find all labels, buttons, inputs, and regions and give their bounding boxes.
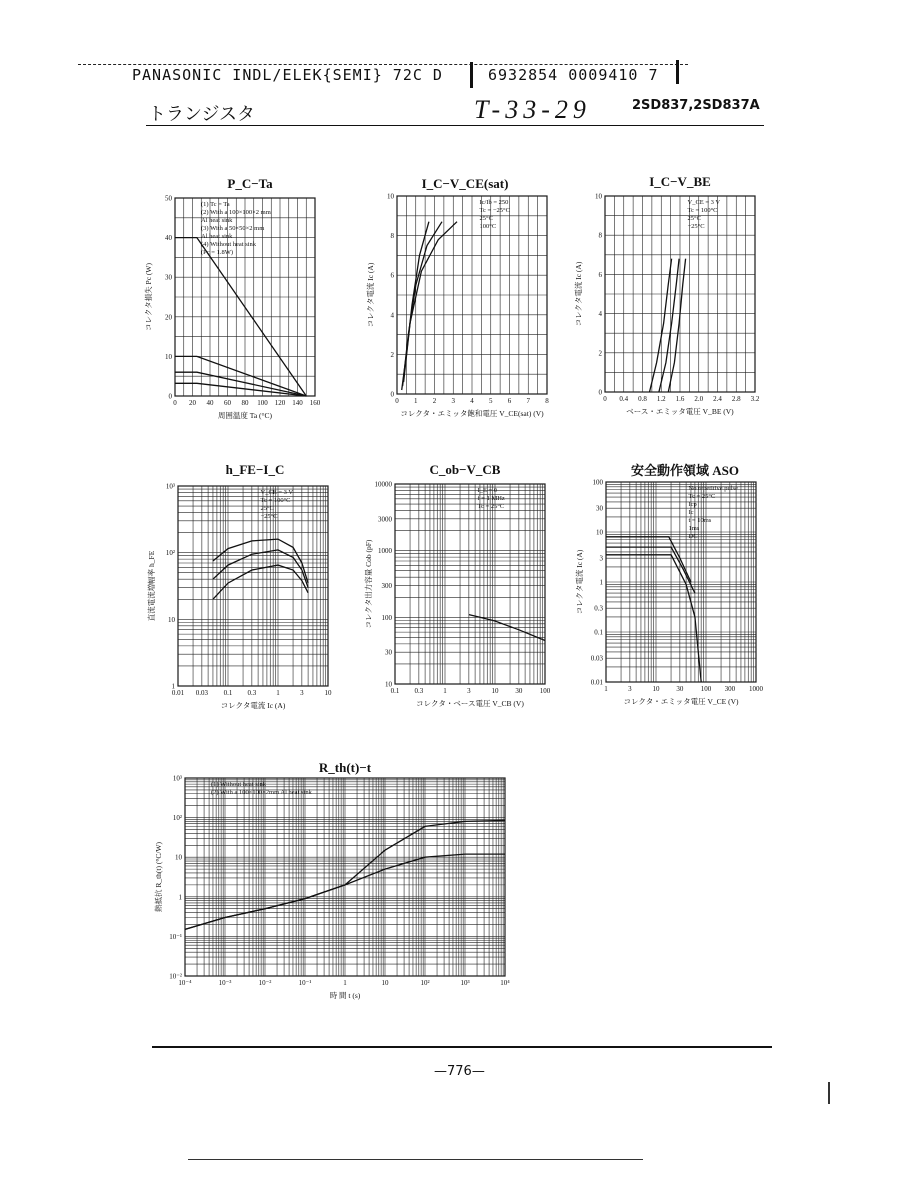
y-tick-label: 300 [381, 582, 392, 591]
annotation: Tc = 25°C [477, 503, 505, 510]
footer-rule [152, 1046, 772, 1048]
chart-hfe-ic [140, 478, 345, 718]
x-tick-label: 100 [539, 687, 551, 695]
legend-entry: (1) Without heat sink [211, 781, 267, 788]
x-tick-label: 4 [470, 397, 474, 405]
annotation: 100°C [479, 223, 497, 230]
y-tick-label: 4 [598, 310, 602, 319]
y-axis-label: 直流電流増幅率 h_FE [147, 550, 156, 622]
x-tick-label: 60 [224, 399, 231, 407]
page-bottom-rule [188, 1159, 643, 1160]
scan-frame-line [78, 64, 688, 65]
x-tick-label: 1.2 [656, 395, 666, 403]
x-tick-label: 140 [292, 399, 303, 407]
x-tick-label: 0.4 [619, 395, 629, 403]
y-tick-label: 10 [165, 352, 172, 361]
plot-frame [395, 484, 545, 684]
y-tick-label: 10000 [374, 480, 392, 489]
y-tick-label: 1 [599, 578, 603, 587]
y-tick-label: 6 [598, 270, 602, 279]
annotation: 25°C [479, 215, 493, 222]
annotation: Ic [688, 509, 694, 516]
y-axis-label: コレクタ電流 Ic (A) [366, 262, 375, 328]
legend-entry: (1) Tc = Ta [201, 201, 230, 208]
scan-edge-mark [828, 1082, 830, 1104]
x-tick-label: 1 [343, 979, 347, 987]
y-tick-label: 0 [390, 390, 394, 399]
x-tick-label: 10⁻¹ [298, 979, 312, 987]
legend-entry: (2) With a 100×100×2 mm [201, 209, 271, 216]
y-tick-label: 10⁻¹ [169, 932, 182, 941]
x-tick-label: 10⁻³ [218, 979, 232, 987]
x-tick-label: 1 [414, 397, 418, 405]
chart-cob-vcb [338, 476, 558, 718]
x-tick-label: 1.6 [675, 395, 685, 403]
x-tick-label: 20 [189, 399, 196, 407]
y-tick-label: 10⁻² [169, 972, 182, 981]
y-tick-label: 0 [598, 388, 602, 397]
x-tick-label: 6 [507, 397, 512, 405]
annotation: 25°C [260, 505, 274, 512]
y-tick-label: 30 [385, 648, 392, 657]
x-tick-label: 0.03 [195, 689, 208, 697]
x-tick-label: 3.2 [750, 395, 760, 403]
x-axis-label: 時 間 t (s) [329, 991, 361, 1000]
annotation: DC [688, 533, 698, 540]
x-tick-label: 1 [443, 687, 447, 695]
x-tick-label: 1 [604, 685, 608, 693]
x-tick-label: 5 [489, 397, 493, 405]
chart-pc-ta [130, 190, 350, 435]
y-tick-label: 10 [596, 528, 603, 537]
x-tick-label: 1000 [749, 685, 763, 693]
x-tick-label: 120 [274, 399, 286, 407]
y-tick-label: 10² [165, 549, 175, 558]
y-tick-label: 20 [165, 313, 172, 322]
header-divider [470, 62, 473, 88]
y-axis-label: 熱抵抗 R_th(t) (°C/W) [154, 841, 163, 913]
x-tick-label: 10⁻⁴ [178, 979, 192, 987]
x-tick-label: 10 [491, 687, 499, 695]
annotation: 1ms [688, 525, 700, 532]
y-tick-label: 8 [598, 231, 602, 240]
chart-title-rth-t: R_th(t)−t [318, 760, 372, 775]
y-tick-label: 30 [596, 504, 603, 513]
annotation: f = 1 MHz [477, 495, 505, 502]
x-axis-label: 周囲温度 Ta (°C) [217, 411, 273, 420]
x-tick-label: 10 [381, 979, 389, 987]
y-tick-label: 10² [172, 814, 182, 823]
annotation: Icp [688, 501, 697, 508]
y-tick-label: 10 [175, 853, 182, 862]
y-tick-label: 0.3 [594, 604, 603, 613]
x-tick-label: 0.1 [390, 687, 400, 695]
page-number: —776— [434, 1064, 485, 1079]
chart-title-cob-vcb: C_ob−V_CB [429, 462, 501, 477]
x-tick-label: 3 [467, 687, 471, 695]
y-tick-label: 10 [387, 192, 394, 201]
x-tick-label: 8 [545, 397, 549, 405]
y-axis-label: コレクタ電流 Ic (A) [575, 549, 584, 615]
legend-entry: Al heat sink [201, 217, 233, 224]
x-tick-label: 3 [300, 689, 304, 697]
x-tick-label: 10³ [460, 979, 470, 987]
x-tick-label: 100 [700, 685, 712, 693]
y-tick-label: 10 [168, 615, 175, 624]
y-tick-label: 10 [595, 192, 602, 201]
x-tick-label: 30 [515, 687, 523, 695]
x-tick-label: 80 [241, 399, 249, 407]
x-tick-label: 0.3 [247, 689, 257, 697]
x-axis-label: コレクタ・エミッタ飽和電圧 V_CE(sat) (V) [400, 409, 544, 418]
y-axis-label: コレクタ損失 Pc (W) [144, 262, 153, 332]
x-tick-label: 30 [676, 685, 684, 693]
annotation: t = 10ms [688, 517, 712, 524]
x-tick-label: 40 [206, 399, 214, 407]
y-tick-label: 100 [592, 478, 603, 487]
y-tick-label: 40 [165, 234, 172, 243]
x-tick-label: 3 [628, 685, 632, 693]
y-tick-label: 2 [598, 349, 602, 358]
chart-title-ic-vbe: I_C−V_BE [649, 174, 711, 189]
annotation: Ic/Ib = 250 [479, 199, 509, 206]
annotation: Tc = 100°C [260, 497, 291, 504]
y-tick-label: 10³ [165, 482, 175, 491]
scan-code: 6932854 0009410 7 [488, 66, 659, 84]
y-axis-label: コレクタ出力容量 Cob (pF) [364, 539, 373, 629]
legend-entry: (3) With a 50×50×2 mm [201, 225, 265, 232]
x-tick-label: 0 [603, 395, 607, 403]
annotation: I_E = 0 [477, 487, 498, 494]
x-tick-label: 0.1 [223, 689, 233, 697]
x-tick-label: 2.4 [713, 395, 722, 403]
y-axis-label: コレクタ電流 Ic (A) [574, 261, 583, 327]
annotation: V_CE = 3 V [260, 489, 294, 496]
chart-title-hfe-ic: h_FE−I_C [225, 462, 285, 477]
scan-header-line: PANASONIC INDL/ELEK{SEMI} 72C D [132, 66, 443, 84]
x-tick-label: 3 [451, 397, 455, 405]
y-tick-label: 30 [165, 273, 172, 282]
x-tick-label: 160 [309, 399, 321, 407]
annotation: 25°C [687, 215, 701, 222]
x-tick-label: 0.3 [414, 687, 424, 695]
plot-frame [178, 486, 328, 686]
x-tick-label: 0 [173, 399, 177, 407]
x-axis-label: コレクタ電流 Ic (A) [220, 701, 286, 710]
category-underline [146, 125, 764, 126]
x-tick-label: 7 [526, 397, 530, 405]
legend-entry: (4) Without heat sink [201, 241, 257, 248]
x-tick-label: 0.01 [171, 689, 185, 697]
x-tick-label: 10⁴ [500, 979, 510, 987]
y-tick-label: 10 [385, 680, 392, 689]
annotation: Tc = −25°C [479, 207, 510, 214]
x-tick-label: 10 [652, 685, 660, 693]
x-tick-label: 0.8 [638, 395, 647, 403]
x-axis-label: コレクタ・エミッタ電圧 V_CE (V) [623, 697, 739, 706]
y-tick-label: 50 [165, 194, 172, 203]
header-divider-right [676, 60, 679, 84]
y-tick-label: 8 [390, 232, 394, 241]
x-tick-label: 10⁻² [258, 979, 272, 987]
handwritten-code: T-33-29 [474, 95, 591, 124]
y-tick-label: 0.03 [590, 654, 603, 663]
x-axis-label: ベース・エミッタ電圧 V_BE (V) [626, 407, 734, 416]
legend-entry: Al heat sink [201, 233, 233, 240]
x-tick-label: 2.8 [731, 395, 741, 403]
x-tick-label: 100 [257, 399, 268, 407]
annotation: No repetitive pulse [688, 485, 738, 492]
x-tick-label: 300 [724, 685, 736, 693]
legend-entry: (Pc = 1.8W) [201, 249, 234, 256]
chart-title-ic-vcesat: I_C−V_CE(sat) [421, 176, 509, 191]
chart-rth-t [150, 770, 520, 1015]
x-tick-label: 2.0 [694, 395, 704, 403]
x-tick-label: 0 [395, 397, 399, 405]
annotation: −25°C [687, 223, 705, 230]
y-tick-label: 3000 [378, 515, 392, 524]
y-tick-label: 4 [390, 311, 394, 320]
legend-entry: (2) With a 100×100×2mm Al heat sink [211, 789, 312, 796]
category-title: トランジスタ [148, 104, 256, 125]
x-tick-label: 2 [432, 397, 437, 405]
chart-title-aso: 安全動作領域 ASO [631, 463, 739, 478]
y-tick-label: 1000 [378, 547, 392, 556]
y-tick-label: 100 [381, 613, 392, 622]
chart-ic-vbe [575, 188, 780, 433]
x-tick-label: 1 [276, 689, 280, 697]
y-tick-label: 1 [178, 893, 182, 902]
y-tick-label: 2 [390, 350, 394, 359]
y-tick-label: 6 [390, 271, 394, 280]
y-tick-label: 3 [599, 554, 603, 563]
annotation: Tc = 100°C [687, 207, 718, 214]
x-tick-label: 10² [420, 979, 430, 987]
y-tick-label: 1 [171, 682, 175, 691]
y-tick-label: 0.1 [594, 628, 603, 637]
annotation: Tc = 25°C [688, 493, 716, 500]
annotation: −25°C [260, 513, 278, 520]
x-tick-label: 10 [324, 689, 332, 697]
annotation: V_CE = 3 V [687, 199, 721, 206]
y-tick-label: 10³ [172, 774, 182, 783]
x-axis-label: コレクタ・ベース電圧 V_CB (V) [416, 699, 524, 708]
chart-title-pc-ta: P_C−Ta [227, 176, 273, 191]
chart-aso [568, 474, 768, 714]
y-tick-label: 0 [168, 392, 172, 401]
y-tick-label: 0.01 [590, 678, 603, 687]
part-numbers: 2SD837,2SD837A [632, 98, 760, 113]
chart-ic-vcesat [355, 188, 565, 433]
